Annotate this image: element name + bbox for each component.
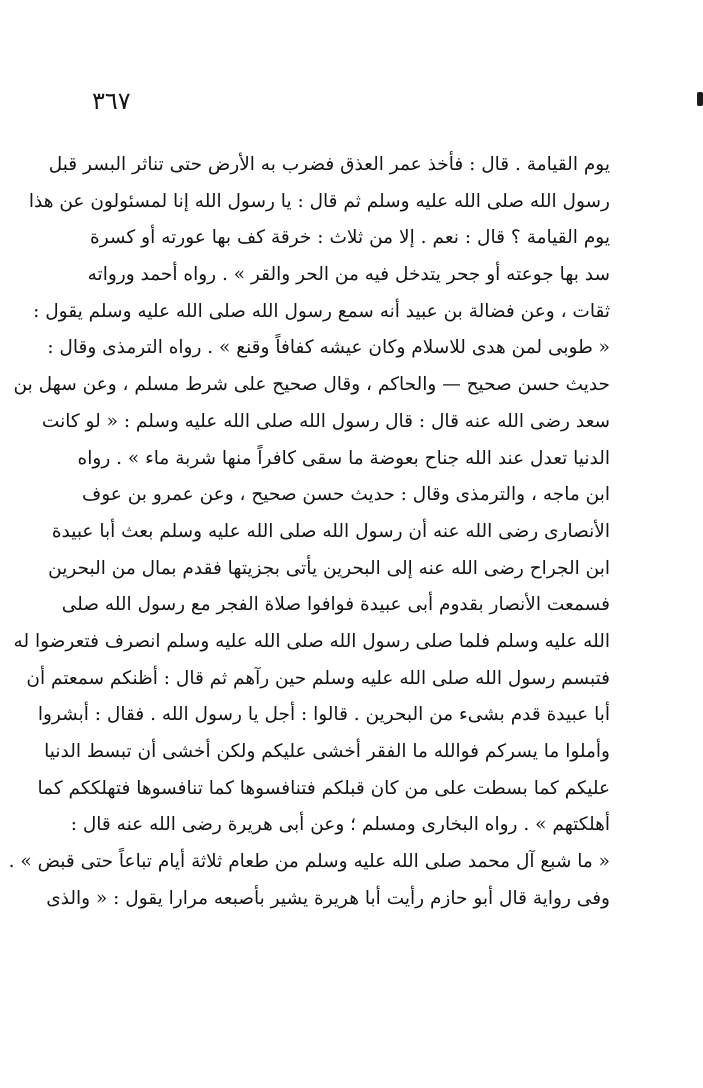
text-line: أهلكتهم » . رواه البخارى ومسلم ؛ وعن أبى هريرة رضى الله عنه قال : <box>70 814 610 836</box>
text-line: وأملوا ما يسركم فوالله ما الفقر أخشى عليكم ولكن أخشى أن تبسط الدنيا <box>44 741 610 762</box>
text-line: رسول الله صلى الله عليه وسلم ثم قال : يا رسول الله إنا لمسئولون عن هذا <box>28 190 610 212</box>
page-number: ٣٦٧ <box>92 87 131 115</box>
text-line: ابن الجراح رضى الله عنه إلى البحرين يأتى بجزيتها فقدم بمال من البحرين <box>48 557 610 579</box>
text-line: سعد رضى الله عنه قال : قال رسول الله صلى الله عليه وسلم : « لو كانت <box>41 410 610 432</box>
text-line: عليكم كما بسطت على من كان قبلكم فتنافسوها كما تنافسوها فتهلككم كما <box>37 777 610 799</box>
text-line: ابن ماجه ، والترمذى وقال : حديث حسن صحيح ، وعن عمرو بن عوف <box>82 484 610 506</box>
text-line: الأنصارى رضى الله عنه أن رسول الله صلى الله عليه وسلم بعث أبا عبيدة <box>51 520 610 542</box>
text-line: يوم القيامة ؟ قال : نعم . إلا من ثلاث : خرقة كف بها عورته أو كسرة <box>90 227 610 249</box>
text-line: حديث حسن صحيح — والحاكم ، وقال صحيح على شرط مسلم ، وعن سهل بن <box>13 374 610 396</box>
text-line: الله عليه وسلم فلما صلى رسول الله صلى الله عليه وسلم انصرف فتعرضوا له <box>13 630 610 652</box>
text-line: ثقات ، وعن فضالة بن عبيد أنه سمع رسول الله صلى الله عليه وسلم يقول : <box>33 300 610 322</box>
text-line: فتبسم رسول الله صلى الله عليه وسلم حين رآهم ثم قال : أظنكم سمعتم أن <box>26 667 610 689</box>
text-line: أبا عبيدة قدم بشىء من البحرين . قالوا : أجل يا رسول الله . فقال : أبشروا <box>37 704 610 726</box>
text-line: وفى رواية قال أبو حازم رأيت أبا هريرة يشير بأصبعه مرارا يقول : « والذى <box>46 887 610 909</box>
body-text <box>8 147 610 917</box>
text-line: الدنيا تعدل عند الله جناح بعوضة ما سقى كافراً منها شربة ماء » . رواه <box>77 447 610 469</box>
text-line: سد بها جوعته أو جحر يتدخل فيه من الحر والقر » . رواه أحمد ورواته <box>87 264 610 286</box>
text-line: « طوبى لمن هدى للاسلام وكان عيشه كفافاً وقنع » . رواه الترمذى وقال : <box>47 337 610 359</box>
text-line: فسمعت الأنصار بقدوم أبى عبيدة فوافوا صلاة الفجر مع رسول الله صلى <box>61 594 610 616</box>
text-line: يوم القيامة . قال : فأخذ عمر العذق فضرب به الأرض حتى تناثر البسر قبل <box>48 154 610 175</box>
page-edge-mark <box>697 92 703 106</box>
text-line: « ما شبع آل محمد صلى الله عليه وسلم من طعام ثلاثة أيام تباعاً حتى قبض » . <box>8 851 610 873</box>
